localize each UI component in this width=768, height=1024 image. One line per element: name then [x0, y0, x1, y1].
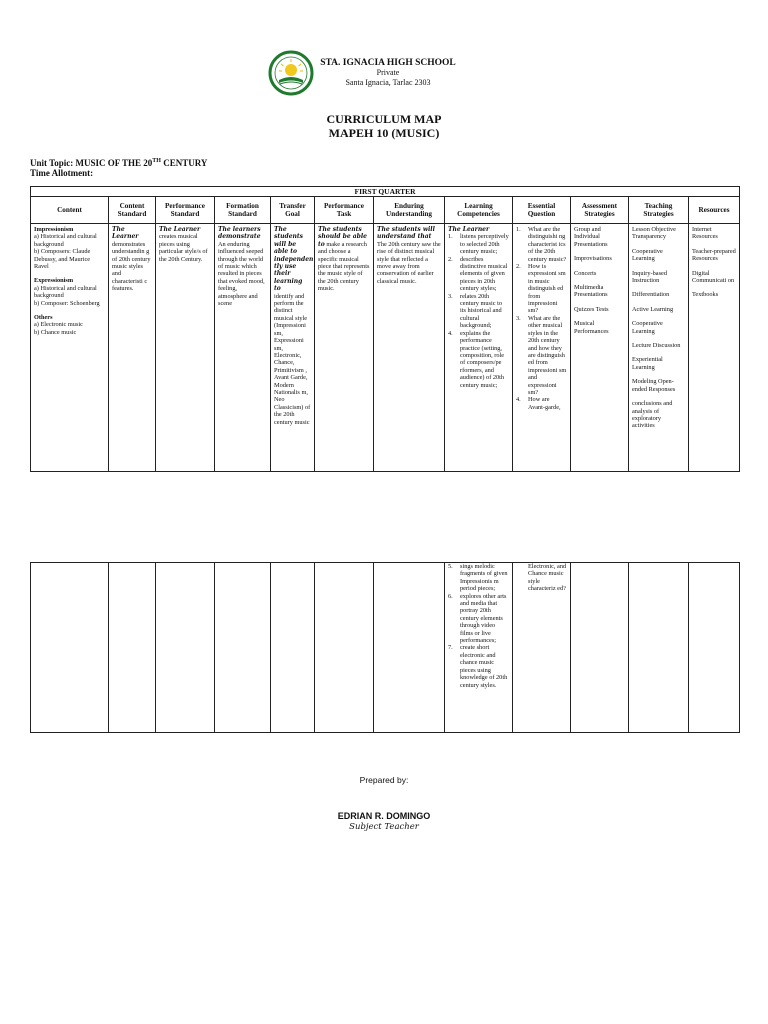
- expressionism-heading: Expressionism: [34, 277, 74, 285]
- performance-task-cell: The students should be able to make a research and choose a specific musical piece that represents the music style of the 20th century music.: [315, 224, 374, 472]
- list-item: 5. sings melodic fragments of given Impressionis m period pieces;: [448, 563, 508, 593]
- list-item: 7. create short electronic and chance music pieces using knowledge of 20th century styles.: [448, 644, 508, 689]
- document-title: [0, 112, 768, 140]
- performance-standard-cell: The Learner creates musical pieces using particular style/s of the 20th Century.: [156, 224, 215, 472]
- header-learning-competencies: Learning Competencies: [445, 197, 513, 224]
- list-item: 3. What are the other musical styles in the 20th century and how they are distinguish ed from impressioni sm and expressioni sm?: [516, 314, 567, 396]
- teacher-role: Subject Teacher: [349, 822, 419, 832]
- header-performance-standard: Performance Standard: [156, 197, 215, 224]
- assessment-strategies-cell: Group and Individual Presentations Improvisations Concerts Multimedia Presentations Quizzes Tests Musical Performances: [571, 224, 629, 472]
- list-item: 1. What are the distinguishi ng characterist ics of the 20th century music?: [516, 226, 567, 263]
- table-row: [31, 224, 740, 472]
- header-assessment-strategies: Assessment Strategies: [571, 197, 629, 224]
- curriculum-table: [30, 186, 740, 472]
- unit-info: [30, 156, 207, 178]
- list-item: 4. explains the performance practice (setting, composition, role of composers/pe rformers, and audience) of 20th century music;: [448, 329, 505, 389]
- others-item-a: a) Electronic music: [34, 321, 83, 329]
- resources-cell: Internet Resources Teacher-prepared Resources Digital Communicati on Textbooks: [689, 224, 740, 472]
- teaching-strategies-cell: Lesson Objective Transparency Cooperative Learning Inquiry-based Instruction Differentiation Active Learning Cooperative Learning Lecture Discussion Experiential Learning Modeling Open-ended Responses conclusions and analysis of exploratory activities: [629, 224, 689, 472]
- competency-list-continued: [448, 563, 509, 689]
- table-header-row: [31, 197, 740, 224]
- essential-question-cont-cell: Electronic, and Chance music style characteriz ed?: [513, 563, 571, 733]
- header-essential-question: Essential Question: [513, 197, 571, 224]
- school-logo: [268, 50, 314, 96]
- header-teaching-strategies: Teaching Strategies: [629, 197, 689, 224]
- learning-competencies-cell: The Learner 1. listens perceptively to selected 20th century music; 2. describes distinctive musical elements of given pieces in 20th century styles; 3. relates 20th century music to its historical and cultural background; 4. explains the performance practice (setting, composition, role of composers/pe rformers, and audience) of 20th century music;: [445, 224, 513, 472]
- time-allotment: Time Allotment:: [30, 168, 94, 178]
- quarter-header: FIRST QUARTER: [31, 187, 740, 197]
- header-resources: Resources: [689, 197, 740, 224]
- table-row: [31, 563, 740, 733]
- teacher-name: EDRIAN R. DOMINGO: [337, 811, 431, 821]
- enduring-understanding-cell: The students will understand that The 20th century saw the rise of distinct musical style that reflected a move away from conservation of earlier classical music.: [374, 224, 445, 472]
- header-enduring-understanding: Enduring Understanding: [374, 197, 445, 224]
- list-item: 1. listens perceptively to selected 20th century music;: [448, 233, 509, 256]
- title-line-2: MAPEH 10 (MUSIC): [328, 126, 440, 140]
- impressionism-item-b: b) Composers: Claude Debussy, and Maurice Ravel: [34, 248, 91, 271]
- list-item: 2. How is expressioni sm in music distinguish ed from impressioni sm?: [516, 263, 566, 315]
- school-address: Santa Ignacia, Tarlac 2303: [345, 78, 431, 87]
- impressionism-heading: Impressionism: [34, 226, 74, 233]
- school-header: [318, 58, 458, 88]
- transfer-goal-cell: The students will be able to independen tly use their learning to identify and perform the distinct musical style (Impressioni sm, Expressioni sm, Electronic, Chance, Primitivism , Avant Garde, Modern Nationalis m, Neo Classicism) of the 20th century music: [271, 224, 315, 472]
- title-line-1: CURRICULUM MAP: [326, 112, 442, 126]
- list-item: 6. explores other arts and media that portray 20th century elements through video films or live performances;: [448, 592, 507, 645]
- unit-topic: Unit Topic: MUSIC OF THE 20TH CENTURY: [30, 158, 208, 168]
- list-item: 3. relates 20th century music to its historical and cultural background;: [448, 292, 502, 330]
- formation-standard-cell: The learners demonstrate An enduring influenced seeped through the world of music which resulted in pieces that evoked mood, feeling, atmosphere and scene: [215, 224, 271, 472]
- prepared-by-label: Prepared by:: [359, 775, 409, 785]
- content-standard-cell: The Learner demonstrates understandin g of 20th century music styles and characteristi c features.: [109, 224, 156, 472]
- header-formation-standard: Formation Standard: [215, 197, 271, 224]
- header-content-standard: Content Standard: [109, 197, 156, 224]
- school-type: Private: [376, 68, 400, 77]
- impressionism-item-a: a) Historical and cultural background: [34, 233, 97, 248]
- header-transfer-goal: Transfer Goal: [271, 197, 315, 224]
- header-content: Content: [31, 197, 109, 224]
- header-performance-task: Performance Task: [315, 197, 374, 224]
- expressionism-item-a: a) Historical and cultural background: [34, 284, 97, 300]
- learning-competencies-cont-cell: [445, 563, 513, 733]
- essential-question-cell: [513, 224, 571, 472]
- others-item-b: b) Chance music: [34, 328, 77, 336]
- others-heading: Others: [34, 314, 53, 322]
- content-cell: [31, 224, 109, 472]
- list-item: 2. describes distinctive musical elements of given pieces in 20th century styles;: [448, 255, 508, 293]
- question-list: [516, 226, 567, 411]
- list-item: 4. How are Avant-garde,: [516, 396, 561, 411]
- expressionism-item-b: b) Composer: Schoenberg: [34, 299, 100, 307]
- school-name: STA. IGNACIA HIGH SCHOOL: [320, 58, 456, 68]
- curriculum-table-continued: [30, 562, 740, 733]
- competency-list: [448, 233, 509, 389]
